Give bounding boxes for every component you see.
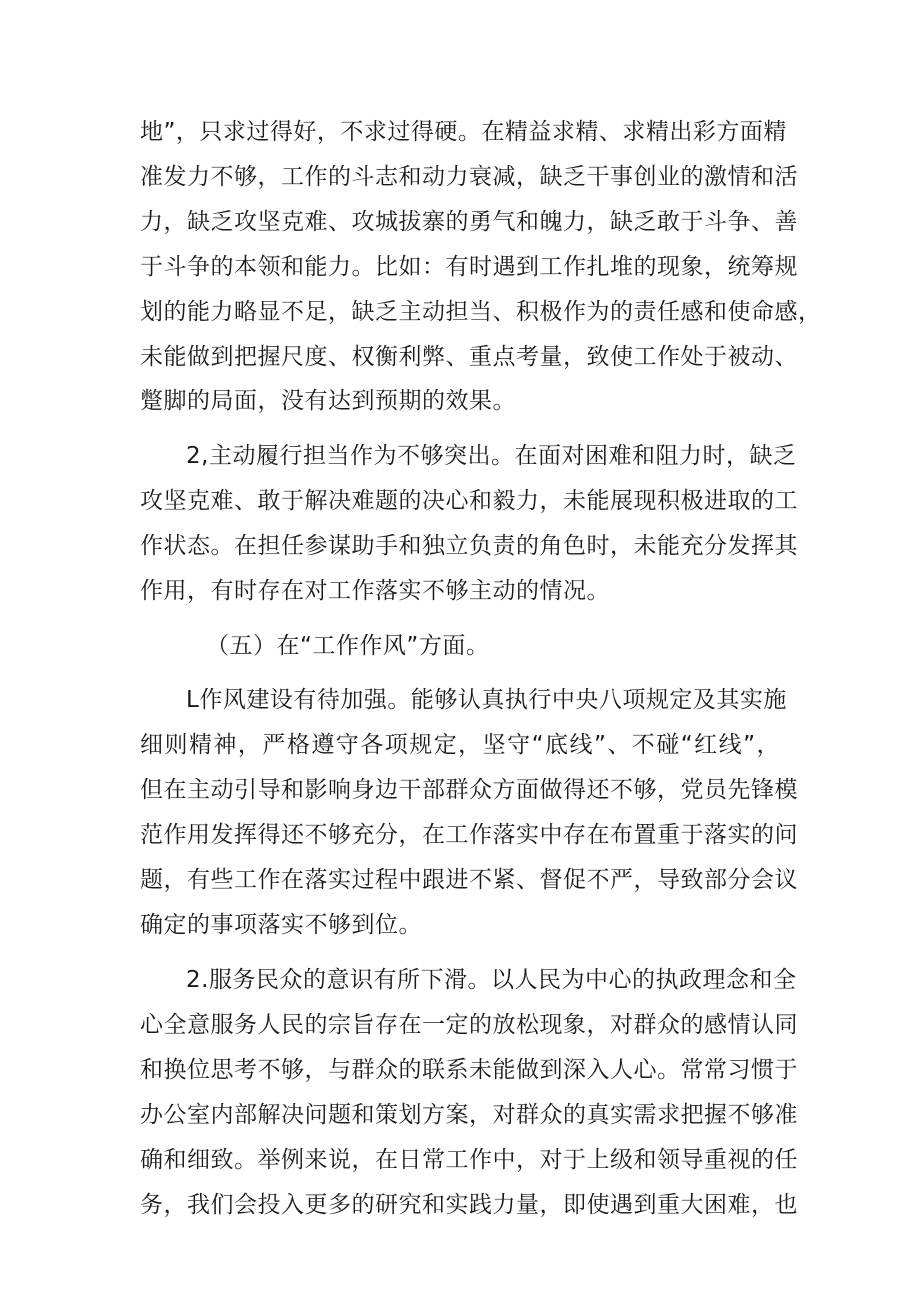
text-line: 准发力不够，工作的斗志和动力衰减，缺乏干事创业的激情和活 [140,164,798,190]
text-line: 力，缺乏攻坚克难、攻城拔寨的勇气和魄力，缺乏敢于斗争、善 [140,209,798,235]
text-line: 蹩脚的局面，没有达到预期的效果。 [140,388,516,414]
text-line: 范作用发挥得还不够充分，在工作落实中存在布置重于落实的问 [140,822,798,848]
text-line: 但在主动引导和影响身边干部群众方面做得还不够，党员先锋模 [140,777,798,803]
text-line: 作用，有时存在对工作落实不够主动的情况。 [140,578,610,604]
text-line: 于斗争的本领和能力。比如：有时遇到工作扎堆的现象，统筹规 [140,254,798,280]
text-line: 务，我们会投入更多的研究和实践力量，即使遇到重大困难，也 [140,1192,798,1218]
text-line: 心全意服务人民的宗旨存在一定的放松现象，对群众的感情认同 [140,1012,798,1038]
text-line: 题，有些工作在落实过程中跟进不紧、督促不严，导致部分会议 [140,867,798,893]
paragraph-start-line: L作风建设有待加强。能够认真执行中央八项规定及其实施 [186,687,787,713]
text-line: 划的能力略显不足，缺乏主动担当、积极作为的责任感和使命感， [140,299,822,325]
paragraph-start-line: 2.服务民众的意识有所下滑。以人民为中心的执政理念和全 [186,967,797,993]
section-heading: （五）在“工作作风”方面。 [206,633,490,659]
text-line: 攻坚克难、敢于解决难题的决心和毅力，未能展现积极进取的工 [140,488,798,514]
text-line: 确和细致。举例来说，在日常工作中，对于上级和领导重视的任 [140,1147,798,1173]
paragraph-start-line: 2,主动履行担当作为不够突出。在面对困难和阻力时，缺乏 [186,443,797,469]
text-line: 细则精神，严格遵守各项规定，坚守“底线”、不碰“红线”， [140,732,780,758]
text-line: 和换位思考不够，与群众的联系未能做到深入人心。常常习惯于 [140,1057,798,1083]
text-line: 办公室内部解决问题和策划方案，对群众的真实需求把握不够准 [140,1102,798,1128]
text-line: 地”，只求过得好，不求过得硬。在精益求精、求精出彩方面精 [140,119,787,145]
text-line: 未能做到把握尺度、权衡利弊、重点考量，致使工作处于被动、 [140,344,798,370]
text-line: 确定的事项落实不够到位。 [140,912,422,938]
text-line: 作状态。在担任参谋助手和独立负责的角色时，未能充分发挥其 [140,533,798,559]
